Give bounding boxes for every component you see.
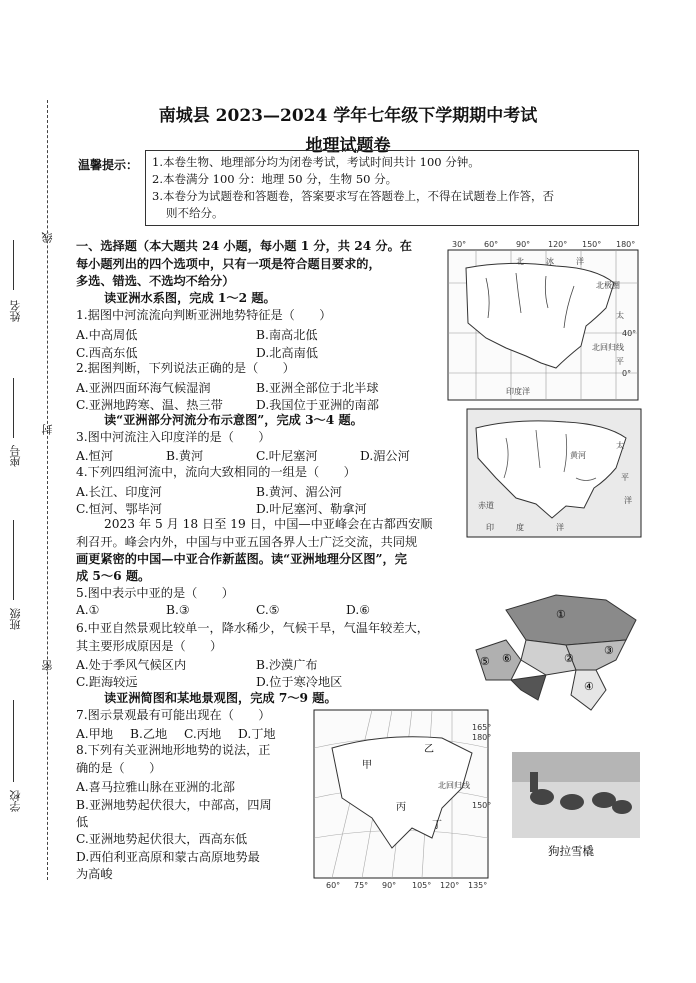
asia-regions-map [466, 590, 642, 720]
map1-label-bei: 北 [516, 257, 524, 266]
map4-lon-135: 135° [468, 881, 488, 890]
passage-line-2: 利召开。峰会内外，中国与中亚五国各界人士广泛交流，共同规 [76, 535, 418, 549]
q7-stem: 7.图示景观最有可能出现在（ ） [76, 708, 271, 722]
q4-option-b: B.黄河、湄公河 [256, 485, 342, 499]
passage-line-4: 成 5～6 题。 [76, 569, 151, 583]
map1-lon-30: 30° [452, 240, 467, 249]
q1-option-a: A.中高周低 [76, 328, 138, 342]
map4-lat-165: 165° [472, 723, 492, 732]
q6-stem: 6.中亚自然景观比较单一，降水稀少，气候干旱，气温年较差大， [76, 621, 429, 635]
map1-label-tai: 太 [616, 311, 624, 320]
map2-label-huanghe: 黄河 [570, 451, 586, 460]
map1-lon-90: 90° [516, 240, 531, 249]
map4-lon-90: 90° [382, 881, 397, 890]
q7-option-d: D.丁地 [238, 727, 276, 741]
asia-sketch-map [312, 708, 492, 892]
region-4: ④ [584, 680, 594, 693]
sidebar-secret-label: 密 [41, 660, 54, 671]
q6-stem-2: 其主要形成原因是（ ） [76, 639, 223, 653]
tips-box [145, 150, 639, 226]
map2-label-ping: 平 [621, 473, 629, 482]
q1-option-c: C.西高东低 [76, 346, 138, 360]
asia-river-map [446, 238, 642, 404]
q8-option-d-cont: 为高峻 [76, 867, 113, 881]
q6-option-a: A.处于季风气候区内 [76, 658, 187, 672]
q8-option-c: C.亚洲地势起伏很大，西高东低 [76, 832, 248, 846]
map1-lat-0: 0° [622, 369, 632, 378]
region-6: ⑥ [502, 652, 512, 665]
exam-title: 南城县 2023—2024 学年七年级下学期期中考试 [158, 106, 538, 126]
q8-stem: 8.下列有关亚洲地形地势的说法，正 [76, 743, 271, 757]
region-5: ⑤ [480, 655, 490, 668]
q4-option-a: A.长江、印度河 [76, 485, 162, 499]
intro-q1-2: 读亚洲水系图，完成 1～2 题。 [104, 291, 276, 305]
q2-option-b: B.亚洲全部位于北半球 [256, 381, 379, 395]
region-1: ① [556, 608, 566, 621]
passage-line-1: 2023 年 5 月 18 日至 19 日，中国—中亚峰会在古都西安顺 [104, 517, 433, 531]
q5-option-c: C.⑤ [256, 603, 280, 617]
map4-lon-120: 120° [440, 881, 460, 890]
sidebar-name-label: 姓名 [9, 300, 22, 322]
q3-option-c: C.叶尼塞河 [256, 449, 318, 463]
q5-option-a: A.① [76, 603, 100, 617]
map1-lon-120: 120° [548, 240, 568, 249]
seat-blank [13, 378, 14, 438]
map4-lat-150: 150° [472, 801, 492, 810]
q4-stem: 4.下列四组河流中，流向大致相同的一组是（ ） [76, 465, 356, 479]
q5-option-d: D.⑥ [346, 603, 371, 617]
map2-label-equator: 赤道 [478, 501, 494, 510]
tips-label: 温馨提示： [78, 158, 139, 172]
q8-option-b-cont: 低 [76, 815, 89, 829]
section1-heading-2: 每小题列出的四个选项中，只有一项是符合题目要求的， [76, 257, 381, 271]
map2-label-ocean: 洋 [556, 523, 564, 532]
q8-option-a: A.喜马拉雅山脉在亚洲的北部 [76, 780, 235, 794]
map4-lat-180: 180° [472, 733, 492, 742]
map1-lon-150: 150° [582, 240, 602, 249]
sidebar-line-label: 线 [41, 232, 54, 243]
map1-label-bing: 冰 [546, 257, 554, 266]
class-blank [13, 520, 14, 600]
map4-lon-105: 105° [412, 881, 432, 890]
sidebar-seal-label: 封 [41, 424, 54, 435]
map2-label-tai: 太 [616, 441, 624, 450]
q3-stem: 3.图中河流注入印度洋的是（ ） [76, 430, 271, 444]
place-jia: 甲 [362, 760, 372, 771]
q6-option-c: C.距海较远 [76, 675, 138, 689]
q2-option-a: A.亚洲四面环海气候湿润 [76, 381, 211, 395]
name-blank [13, 240, 14, 290]
sidebar-class-label: 班级 [9, 608, 22, 630]
q2-option-c: C.亚洲地跨寒、温、热三带 [76, 398, 223, 412]
dog-sled-photo [512, 752, 640, 838]
tip-line-3: 3.本卷分为试题卷和答题卷，答案要求写在答题卷上，不得在试题卷上作答，否 [152, 189, 554, 203]
exam-subtitle: 地理试题卷 [305, 136, 391, 156]
q4-option-c: C.恒河、鄂毕河 [76, 502, 162, 516]
passage-line-3: 画更紧密的中国—中亚合作新蓝图。读“亚洲地理分区图”，完 [76, 552, 407, 566]
map2-label-yang: 洋 [624, 496, 632, 505]
section1-heading-3: 多选、错选、不选均不给分） [76, 274, 235, 288]
q6-option-b: B.沙漠广布 [256, 658, 318, 672]
map1-label-indian: 印度洋 [506, 387, 530, 396]
map1-label-arctic: 北极圈 [596, 281, 620, 290]
sidebar-seat-label: 座号 [9, 445, 22, 467]
q8-stem-2: 确的是（ ） [76, 761, 162, 775]
q3-option-b: B.黄河 [166, 449, 204, 463]
q3-option-a: A.恒河 [76, 449, 114, 463]
intro-q3-4: 读“亚洲部分河流分布示意图”，完成 3～4 题。 [104, 413, 363, 427]
q4-option-d: D.叶尼塞河、勒拿河 [256, 502, 367, 516]
map4-lon-75: 75° [354, 881, 369, 890]
q7-option-b: B.乙地 [130, 727, 168, 741]
map1-lon-180: 180° [616, 240, 636, 249]
q7-option-c: C.丙地 [184, 727, 222, 741]
section1-heading: 一、选择题（本大题共 24 小题，每小题 1 分，共 24 分。在 [76, 239, 412, 253]
map2-label-du: 度 [516, 523, 524, 532]
region-2: ② [564, 652, 574, 665]
sidebar-school-label: 学校 [9, 790, 22, 812]
place-yi: 乙 [424, 744, 434, 755]
photo-caption: 狗拉雪橇 [548, 844, 594, 858]
q3-option-d: D.湄公河 [360, 449, 410, 463]
q5-option-b: B.③ [166, 603, 190, 617]
map1-lon-60: 60° [484, 240, 499, 249]
q1-option-d: D.北高南低 [256, 346, 318, 360]
tip-line-1: 1.本卷生物、地理部分均为闭卷考试，考试时间共计 100 分钟。 [152, 155, 480, 169]
map4-lon-60: 60° [326, 881, 341, 890]
q8-option-b: B.亚洲地势起伏很大，中部高，四周 [76, 798, 272, 812]
q2-option-d: D.我国位于亚洲的南部 [256, 398, 379, 412]
asia-rivers-sketch [466, 408, 642, 538]
q1-stem: 1.据图中河流流向判断亚洲地势特征是（ ） [76, 308, 332, 322]
map1-label-ping: 平 [616, 357, 624, 366]
map1-label-yang: 洋 [576, 257, 584, 266]
place-ding: 丁 [432, 820, 442, 831]
q2-stem: 2.据图判断，下列说法正确的是（ ） [76, 361, 295, 375]
map1-label-tropic: 北回归线 [592, 343, 624, 352]
q5-stem: 5.图中表示中亚的是（ ） [76, 586, 234, 600]
binding-dashed-line [47, 100, 48, 880]
map1-lat-40: 40° [622, 329, 637, 338]
q8-option-d: D.西伯利亚高原和蒙古高原地势最 [76, 850, 260, 864]
q1-option-b: B.南高北低 [256, 328, 318, 342]
intro-q7-9: 读亚洲简图和某地景观图，完成 7～9 题。 [104, 691, 337, 705]
place-bing: 丙 [396, 802, 406, 813]
tip-line-2: 2.本卷满分 100 分：地理 50 分，生物 50 分。 [152, 172, 398, 186]
tip-line-4: 则不给分。 [166, 206, 224, 220]
school-blank [13, 700, 14, 782]
region-3: ③ [604, 644, 614, 657]
q7-option-a: A.甲地 [76, 727, 114, 741]
q6-option-d: D.位于寒冷地区 [256, 675, 343, 689]
map4-tropic: 北回归线 [438, 781, 470, 790]
map2-label-yin: 印 [486, 523, 494, 532]
